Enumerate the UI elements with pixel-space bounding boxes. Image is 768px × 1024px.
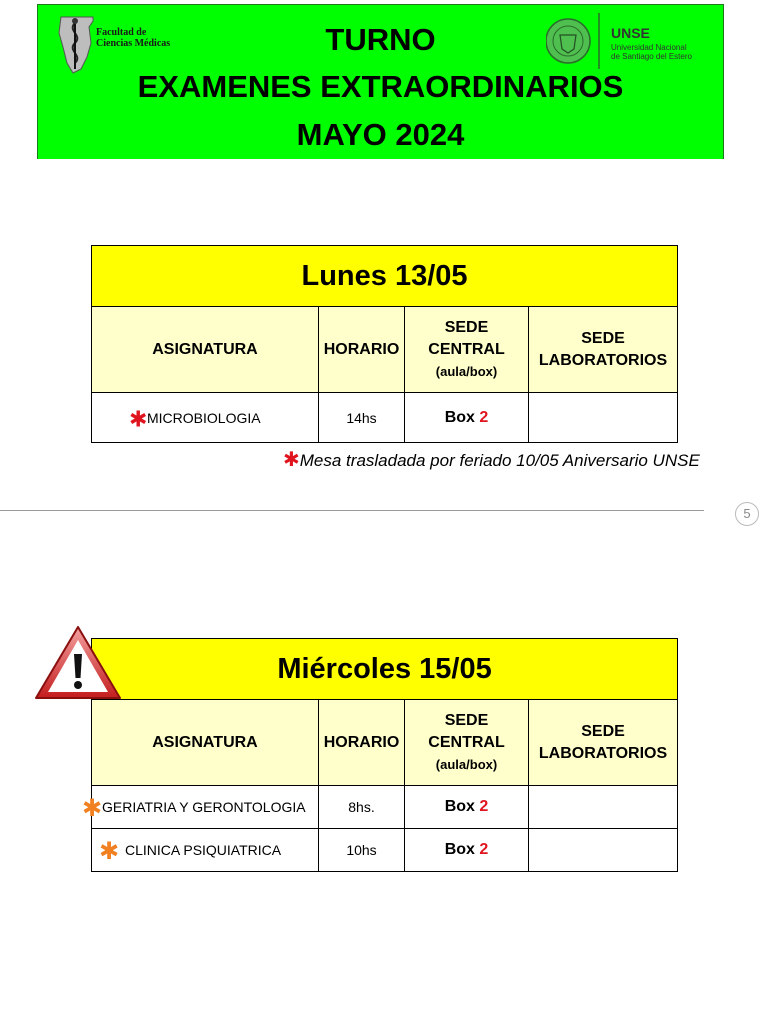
day-title: Miércoles 15/05 — [92, 639, 678, 700]
asterisk-icon: ✱ — [99, 837, 120, 865]
asterisk-icon: ✱ — [129, 405, 148, 431]
title-line-2: EXAMENES EXTRAORDINARIOS — [137, 69, 624, 104]
box-cell: Box 2 — [405, 393, 529, 443]
subject-cell — [82, 786, 319, 829]
schedule-table-monday — [91, 245, 678, 443]
col-labs-header: SEDE LABORATORIOS — [529, 700, 678, 786]
schedule-table-wednesday — [82, 638, 678, 872]
day-title: Lunes 13/05 — [92, 246, 678, 307]
col-time-header: HORARIO — [319, 307, 405, 393]
faculty-logo-text: Facultad de Ciencias Médicas — [96, 27, 171, 49]
subject-cell — [92, 829, 319, 872]
labs-cell — [529, 829, 678, 872]
column-header-row — [92, 307, 678, 393]
time-cell: 10hs — [319, 829, 405, 872]
page-divider — [0, 510, 704, 511]
unse-subtitle: Universidad Nacional de Santiago del Estero — [611, 43, 692, 61]
time-cell: 14hs — [319, 393, 405, 443]
warning-triangle-icon — [33, 624, 123, 702]
table-row — [92, 786, 678, 829]
col-subject-header: ASIGNATURA — [92, 700, 319, 786]
subject-cell — [92, 393, 319, 443]
col-central-header: SEDE CENTRAL (aula/box) — [405, 700, 529, 786]
subject-name: MICROBIOLOGIA — [147, 409, 261, 426]
footnote — [283, 447, 700, 472]
labs-cell — [529, 393, 678, 443]
col-labs-header: SEDE LABORATORIOS — [529, 307, 678, 393]
footnote-text: Mesa trasladada por feriado 10/05 Aniversario UNSE — [299, 451, 700, 470]
column-header-row — [92, 700, 678, 786]
unse-name: UNSE — [611, 25, 650, 41]
time-cell: 8hs. — [319, 786, 405, 829]
asterisk-icon: ✱ — [283, 449, 300, 471]
header-banner — [37, 4, 724, 159]
box-cell: Box 2 — [405, 829, 529, 872]
page-number: 5 — [735, 502, 759, 526]
labs-cell — [529, 786, 678, 829]
title-line-1: TURNO — [325, 22, 436, 57]
col-time-header: HORARIO — [319, 700, 405, 786]
title-line-3: MAYO 2024 — [296, 117, 465, 152]
subject-name: CLINICA PSIQUIATRICA — [125, 842, 282, 858]
asterisk-icon: ✱ — [82, 794, 103, 822]
table-row — [92, 393, 678, 443]
col-subject-header: ASIGNATURA — [92, 307, 319, 393]
box-cell: Box 2 — [405, 786, 529, 829]
subject-name: GERIATRIA Y GERONTOLOGIA — [102, 799, 306, 815]
col-central-header: SEDE CENTRAL (aula/box) — [405, 307, 529, 393]
table-row — [92, 829, 678, 872]
